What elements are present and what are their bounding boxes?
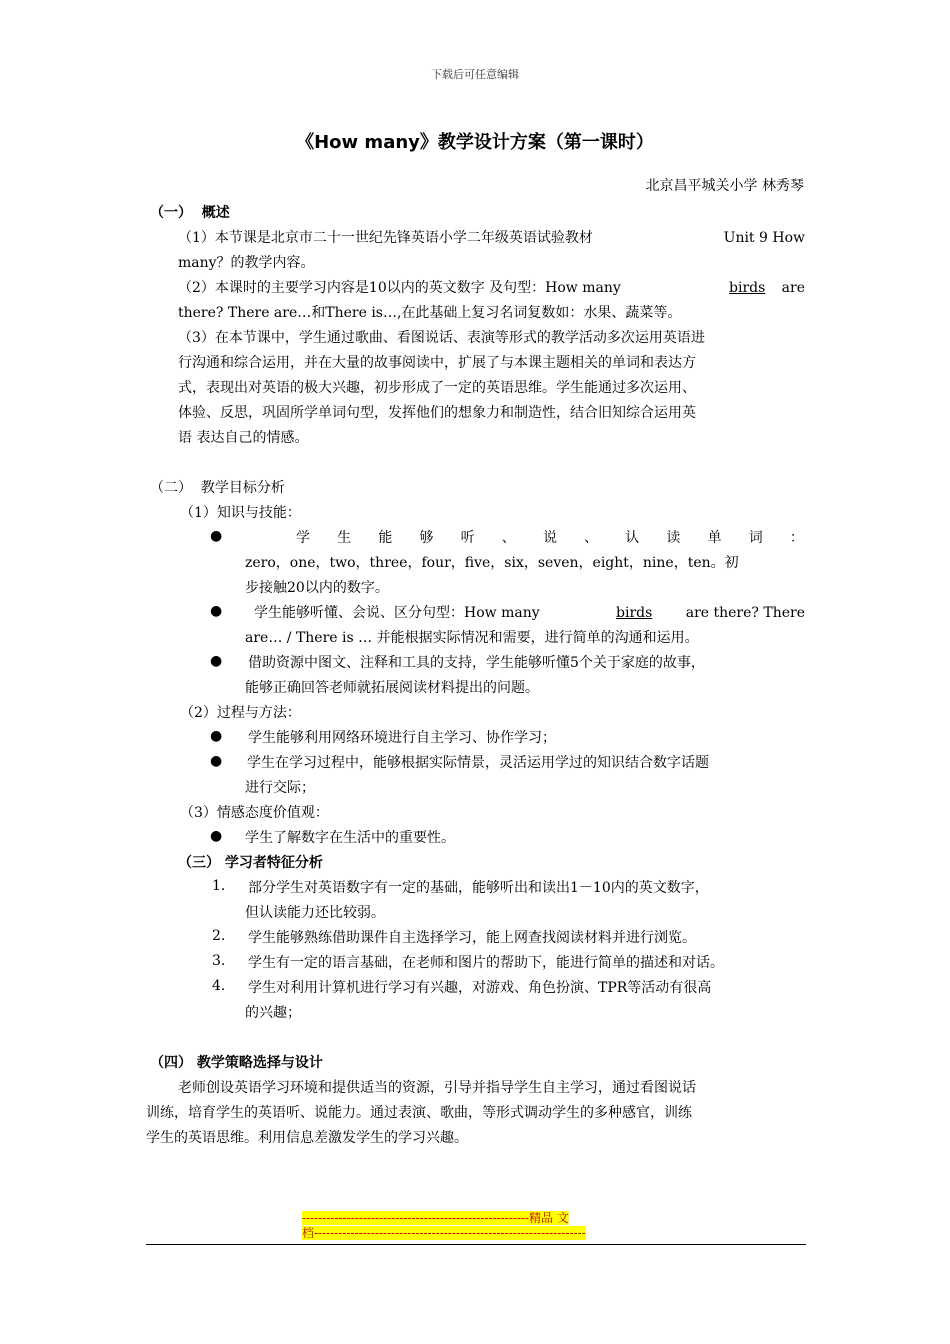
- spaced-char: 能: [378, 530, 393, 546]
- bullet-icon: ●: [210, 753, 223, 769]
- list-number: 1.: [212, 878, 226, 894]
- s4-paragraph-line-3: 学生的英语思维。利用信息差激发学生的学习兴趣。: [146, 1130, 468, 1146]
- document-title: 《How many》教学设计方案（第一课时）: [296, 132, 654, 153]
- s3-item-4-line-2: 的兴趣；: [245, 1005, 301, 1021]
- spaced-char: 认: [625, 530, 640, 546]
- spaced-char: 够: [419, 530, 434, 546]
- knowledge-skills-heading: （1）知识与技能：: [180, 505, 301, 521]
- birds-underline: birds: [616, 605, 653, 621]
- spaced-char: 词: [748, 530, 763, 546]
- bullet-icon: ●: [210, 528, 223, 544]
- section-1-number: （一）: [150, 205, 192, 221]
- s3-item-2: 学生能够熟练借助课件自主选择学习，能上网查找阅读材料并进行浏览。: [248, 930, 696, 946]
- list-number: 3.: [212, 953, 226, 969]
- footer-divider: [146, 1244, 806, 1245]
- s1-paragraph-3-line-3: 式，表现出对英语的极大兴趣，初步形成了一定的英语思维。学生能通过多次运用、: [178, 380, 696, 396]
- bullet-icon: ●: [210, 828, 223, 844]
- s4-paragraph-line-1: 老师创设英语学习环境和提供适当的资源，引导并指导学生自主学习，通过看图说话: [178, 1080, 696, 1096]
- s2-bullet-3-line-1: 借助资源中图文、注释和工具的支持，学生能够听懂5个关于家庭的故事，: [248, 655, 705, 671]
- s4-paragraph-line-2: 训练，培育学生的英语听、说能力。通过表演、歌曲，等形式调动学生的多种感官，训练: [146, 1105, 692, 1121]
- section-2-heading: [150, 478, 285, 498]
- spaced-char: 学: [296, 530, 310, 546]
- s2-bullet-2-line-2: are… / There is … 并能根据实际情况和需要，进行简单的沟通和运用。: [245, 630, 699, 646]
- s2-bullet-3-line-2: 能够正确回答老师就拓展阅读材料提出的问题。: [245, 680, 539, 696]
- s1-p2-are: are: [781, 280, 805, 296]
- spaced-char: ：: [789, 530, 804, 546]
- s3-item-1-line-2: 但认读能力还比较弱。: [245, 905, 385, 921]
- spaced-char: 、: [501, 530, 516, 546]
- s1-p1-text: （1）本节课是北京市二十一世纪先锋英语小学二年级英语试验教材: [178, 230, 593, 246]
- s1-paragraph-1-unit: Unit 9 How: [723, 230, 805, 246]
- bullet-icon: ●: [210, 728, 223, 744]
- s2-bullet-1-line-2: zero，one，two，three，four，five，six，seven，eight，nine，ten。初: [245, 555, 739, 571]
- section-1-title: 概述: [201, 205, 230, 221]
- s1-paragraph-1-line-1: [178, 228, 593, 248]
- s2-bullet-5-line-1: 学生在学习过程中，能够根据实际情景，灵活运用学过的知识结合数字话题: [247, 755, 709, 771]
- footer-watermark: [302, 1211, 647, 1241]
- s1-p2-text: （2）本课时的主要学习内容是10以内的英文数字 及句型：How many: [178, 280, 621, 296]
- s2-bullet-2-underlined-word: [616, 603, 652, 623]
- section-4-heading: （四） 教学策略选择与设计: [150, 1055, 323, 1071]
- author-line: 北京昌平城关小学 林秀琴: [645, 178, 804, 194]
- s2-bullet-2-line-1: 学生能够听懂、会说、区分句型：How many: [254, 605, 540, 621]
- spaced-char: 、: [584, 530, 599, 546]
- list-number: 4.: [212, 978, 226, 994]
- s2-bullet-1-line-3: 步接触20以内的数字。: [245, 580, 389, 596]
- s1-paragraph-2-line-2: there? There are…和There is…,在此基础上复习名词复数如：水果、蔬菜等。: [178, 305, 682, 321]
- birds-underline: birds: [729, 280, 766, 296]
- s1-paragraph-3-line-1: （3）在本节课中，学生通过歌曲、看图说话、表演等形式的教学活动多次运用英语进: [178, 330, 705, 346]
- s2-bullet-6: 学生了解数字在生活中的重要性。: [245, 830, 455, 846]
- section-1-heading: [150, 203, 230, 223]
- footer-line-2: 档-------------------------------------------------------------------: [302, 1226, 586, 1240]
- s1-p2-underlined-word: [729, 278, 765, 298]
- s2-bullet-5-line-2: 进行交际；: [245, 780, 315, 796]
- s1-paragraph-3-line-5: 语 表达自己的情感。: [178, 430, 309, 446]
- section-3-heading: （三） 学习者特征分析: [178, 855, 323, 871]
- list-number: 2.: [212, 928, 226, 944]
- s3-item-1-line-1: 部分学生对英语数字有一定的基础，能够听出和读出1－10内的英文数字，: [248, 880, 709, 896]
- section-2-title: 教学目标分析: [200, 480, 285, 496]
- s1-paragraph-3-line-2: 行沟通和综合运用，并在大量的故事阅读中，扩展了与本课主题相关的单词和表达方: [178, 355, 696, 371]
- bullet-icon: ●: [210, 603, 223, 619]
- s2-bullet-1-line-1: [296, 528, 804, 548]
- s1-paragraph-2-line-1: [178, 278, 621, 298]
- spaced-char: 说: [542, 530, 557, 546]
- s2-bullet-4: 学生能够利用网络环境进行自主学习、协作学习；: [248, 730, 556, 746]
- attitude-values-heading: （3）情感态度价值观：: [180, 805, 329, 821]
- spaced-char: 生: [337, 530, 352, 546]
- process-methods-heading: （2）过程与方法：: [180, 705, 301, 721]
- header-note: 下载后可任意编辑: [431, 68, 519, 81]
- s1-paragraph-1-line-2: many？的教学内容。: [178, 255, 315, 271]
- spaced-char: 听: [460, 530, 475, 546]
- s3-item-4-line-1: 学生对利用计算机进行学习有兴趣，对游戏、角色扮演、TPR等活动有很高: [248, 980, 712, 996]
- footer-line-1: --------------------------------------------------------精品 文: [302, 1211, 569, 1225]
- section-2-number: （二）: [150, 480, 192, 496]
- spaced-char: 读: [666, 530, 681, 546]
- bullet-icon: ●: [210, 653, 223, 669]
- s2-bullet-2-tail: are there? There: [685, 605, 805, 621]
- s3-item-3: 学生有一定的语言基础，在老师和图片的帮助下，能进行简单的描述和对话。: [248, 955, 724, 971]
- s1-paragraph-3-line-4: 体验、反思，巩固所学单词句型，发挥他们的想象力和制造性，结合旧知综合运用英: [178, 405, 696, 421]
- spaced-char: 单: [707, 530, 722, 546]
